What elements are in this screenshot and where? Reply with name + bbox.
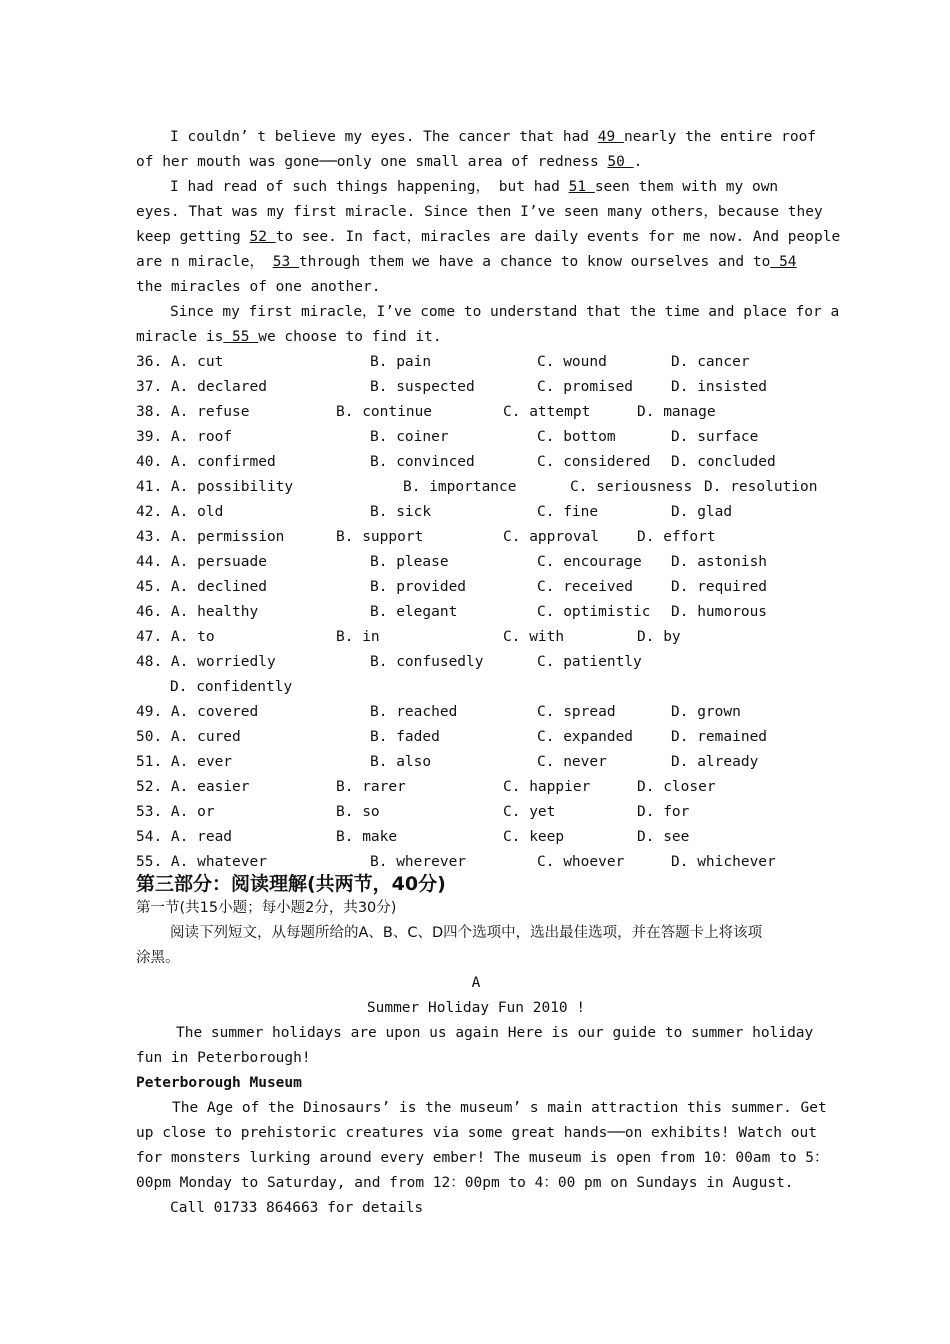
text: Since my first miracle，I’ve come to understand that the time and place for a — [170, 304, 840, 320]
question-option-b: B. pain — [370, 354, 432, 370]
question-option-a: 41. A. possibility — [136, 479, 294, 495]
passage-line — [136, 200, 823, 225]
passage-line — [170, 125, 816, 150]
question-option-d: D. manage — [637, 404, 716, 420]
blank-55: 55 — [223, 329, 259, 345]
question-option-b: B. rarer — [336, 779, 406, 795]
passage-line — [136, 250, 816, 275]
passage-line — [136, 150, 816, 175]
text: the miracles of one another. — [136, 279, 381, 295]
question-option-c: C. considered — [537, 454, 651, 470]
text: miracle is — [136, 329, 224, 345]
question-option-a: 45. A. declined — [136, 579, 267, 595]
text: eyes. That was my first miracle. Since then I’ve seen many others，because they — [136, 204, 823, 220]
question-option-c: C. fine — [537, 504, 599, 520]
museum-text: 00pm Monday to Saturday, and from 12：00pm to 4：00 pm on Sundays in August. — [136, 1175, 794, 1191]
question-option-b: B. faded — [370, 729, 440, 745]
question-option-a: 42. A. old — [136, 504, 224, 520]
question-option-b: B. support — [336, 529, 424, 545]
museum-text: The Age of the Dinosaurs’ is the museum’ s main attraction this summer. Get — [172, 1100, 827, 1116]
question-option-b: B. wherever — [370, 854, 467, 870]
question-option-a: 55. A. whatever — [136, 854, 267, 870]
question-option-d: D. surface — [671, 429, 759, 445]
question-option-c: C. spread — [537, 704, 616, 720]
question-option-a: 47. A. to — [136, 629, 215, 645]
instructions-cont: 涂黑。 — [136, 950, 180, 966]
blank-53: 53 — [272, 254, 299, 270]
question-option-c: C. attempt — [503, 404, 591, 420]
question-option-c: C. bottom — [537, 429, 616, 445]
question-option-d: D. remained — [671, 729, 768, 745]
question-option-c: C. wound — [537, 354, 607, 370]
blank-54: 54 — [770, 254, 797, 270]
text: of her mouth was gone──only one small area of redness — [136, 154, 599, 170]
question-option-a: 36. A. cut — [136, 354, 224, 370]
intro-line: The summer holidays are upon us again Here is our guide to summer holiday — [176, 1025, 814, 1041]
question-option-b: B. coiner — [370, 429, 449, 445]
question-option-d: D. for — [637, 804, 690, 820]
question-option-c: C. with — [503, 629, 565, 645]
question-option-a: 46. A. healthy — [136, 604, 259, 620]
question-option-b: B. suspected — [370, 379, 475, 395]
question-option-c: C. encourage — [537, 554, 642, 570]
passage-line — [136, 275, 816, 300]
passage-line — [170, 175, 816, 200]
passage-title: Summer Holiday Fun 2010 ! — [366, 1000, 586, 1016]
question-option-a: 48. A. worriedly — [136, 654, 276, 670]
question-option-b: B. continue — [336, 404, 433, 420]
text: through them we have a chance to know ourselves and to — [298, 254, 771, 270]
intro-line: fun in Peterborough! — [136, 1050, 311, 1066]
question-option-d: D. already — [671, 754, 759, 770]
question-option-b: B. make — [336, 829, 398, 845]
text: keep getting — [136, 229, 241, 245]
museum-text: up close to prehistoric creatures via some great hands──on exhibits! Watch out — [136, 1125, 817, 1141]
text: we choose to find it. — [258, 329, 442, 345]
blank-51: 51 — [568, 179, 595, 195]
question-option-b: B. elegant — [370, 604, 458, 620]
question-option-a: 38. A. refuse — [136, 404, 250, 420]
question-option-b: B. please — [370, 554, 449, 570]
text: I had read of such things happening， but had — [170, 179, 560, 195]
instructions: 阅读下列短文，从每题所给的A、B、C、D四个选项中，选出最佳选项，并在答题卡上将该项 — [170, 925, 763, 941]
question-option-b: B. importance — [403, 479, 517, 495]
question-option-c: C. expanded — [537, 729, 634, 745]
question-option-c: C. approval — [503, 529, 600, 545]
question-option-d: D. closer — [637, 779, 716, 795]
text: I couldn’ t believe my eyes. The cancer that had — [170, 129, 590, 145]
text: nearly the entire roof — [623, 129, 817, 145]
passage-line — [136, 325, 816, 350]
question-option-d: D. by — [637, 629, 681, 645]
question-option-a: 44. A. persuade — [136, 554, 267, 570]
text: seen them with my own — [594, 179, 779, 195]
question-option-c: C. patiently — [537, 654, 642, 670]
question-option-a: 37. A. declared — [136, 379, 267, 395]
question-option-b: B. also — [370, 754, 432, 770]
question-option-a: 50. A. cured — [136, 729, 241, 745]
question-option-b: B. provided — [370, 579, 467, 595]
museum-heading: Peterborough Museum — [136, 1075, 302, 1091]
question-option-c: C. whoever — [537, 854, 625, 870]
blank-50: 50 — [607, 154, 634, 170]
question-option-b: B. confusedly — [370, 654, 484, 670]
question-option-c: C. received — [537, 579, 634, 595]
museum-text: for monsters lurking around every ember! The museum is open from 10：00am to 5： — [136, 1150, 829, 1166]
blank-49: 49 — [597, 129, 624, 145]
subsection-heading: 第一节(共15小题；每小题2分，共30分) — [136, 900, 397, 916]
question-option-a: 52. A. easier — [136, 779, 250, 795]
question-option-d: D. confidently — [170, 679, 293, 695]
question-option-c: C. promised — [537, 379, 634, 395]
question-option-b: B. sick — [370, 504, 432, 520]
question-option-d: D. effort — [637, 529, 716, 545]
question-option-a: 53. A. or — [136, 804, 215, 820]
question-option-c: C. yet — [503, 804, 556, 820]
question-option-c: C. optimistic — [537, 604, 651, 620]
blank-52: 52 — [249, 229, 276, 245]
question-option-d: D. glad — [671, 504, 733, 520]
question-option-b: B. reached — [370, 704, 458, 720]
section-heading: 第三部分：阅读理解(共两节，40分) — [136, 873, 446, 895]
question-option-b: B. so — [336, 804, 380, 820]
question-option-d: D. see — [637, 829, 690, 845]
text: are n miracle， — [136, 254, 264, 270]
question-option-d: D. concluded — [671, 454, 776, 470]
question-option-d: D. insisted — [671, 379, 768, 395]
question-option-d: D. resolution — [704, 479, 818, 495]
text: to see. In fact，miracles are daily events for me now. And people — [275, 229, 841, 245]
question-option-d: D. cancer — [671, 354, 750, 370]
question-option-a: 51. A. ever — [136, 754, 233, 770]
question-option-d: D. whichever — [671, 854, 776, 870]
passage-line — [136, 225, 841, 250]
question-option-b: B. in — [336, 629, 380, 645]
question-option-a: 43. A. permission — [136, 529, 285, 545]
question-option-d: D. grown — [671, 704, 741, 720]
passage-line — [170, 300, 840, 325]
question-option-a: 39. A. roof — [136, 429, 233, 445]
question-option-c: C. never — [537, 754, 607, 770]
question-option-c: C. happier — [503, 779, 591, 795]
question-option-a: 49. A. covered — [136, 704, 259, 720]
question-option-d: D. required — [671, 579, 768, 595]
text: . — [633, 154, 643, 170]
question-option-c: C. seriousness — [570, 479, 693, 495]
question-option-a: 40. A. confirmed — [136, 454, 276, 470]
question-option-d: D. humorous — [671, 604, 768, 620]
question-option-b: B. convinced — [370, 454, 475, 470]
museum-contact: Call 01733 864663 for details — [170, 1200, 424, 1216]
question-option-c: C. keep — [503, 829, 565, 845]
question-option-a: 54. A. read — [136, 829, 233, 845]
passage-label: A — [471, 975, 481, 991]
question-option-d: D. astonish — [671, 554, 768, 570]
